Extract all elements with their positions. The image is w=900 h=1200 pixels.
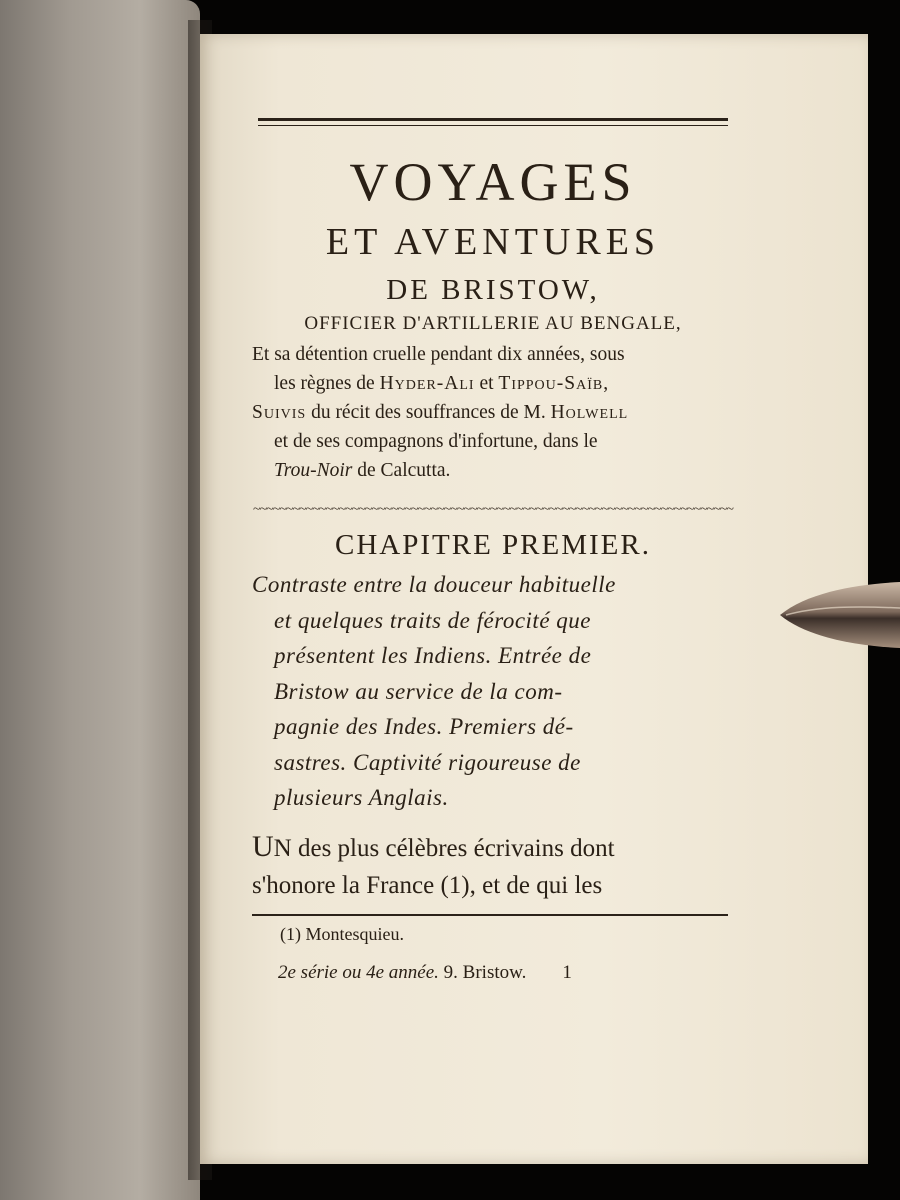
page-content bbox=[252, 118, 734, 986]
place-trou-noir: Trou-Noir bbox=[274, 460, 353, 481]
footnote: (1) Montesquieu. bbox=[280, 923, 404, 944]
book-page bbox=[200, 34, 868, 1164]
name-holwell: Holwell bbox=[550, 402, 629, 423]
subtitle-text: , bbox=[603, 373, 609, 394]
subtitle-text: du récit des souffrances de M. bbox=[306, 402, 551, 423]
body-line-1 bbox=[252, 828, 734, 867]
subtitle-line-4: et de ses compagnons d'infortune, dans le bbox=[274, 431, 598, 452]
top-double-rule bbox=[258, 118, 728, 126]
signature-mark: 9. Bristow. bbox=[438, 961, 527, 983]
page-number: 1 bbox=[562, 961, 572, 983]
subtitle-line-3 bbox=[252, 398, 734, 427]
chapter-heading: CHAPITRE PREMIER. bbox=[335, 529, 651, 561]
subtitle-line-5 bbox=[252, 456, 734, 485]
title-bristow: DE BRISTOW, bbox=[386, 274, 600, 306]
summary-line: sastres. Captivité rigoureuse de bbox=[274, 749, 581, 775]
body-text: N des plus célèbres écrivains dont bbox=[273, 834, 615, 862]
title-subtitle bbox=[252, 340, 734, 485]
drop-cap: U bbox=[252, 829, 274, 863]
summary-line: Bristow au service de la com- bbox=[274, 678, 563, 704]
subtitle-text: et bbox=[474, 373, 499, 394]
summary-line: présentent les Indiens. Entrée de bbox=[274, 643, 592, 668]
subtitle-text: de Calcutta. bbox=[352, 460, 451, 481]
body-line-2: s'honore la France (1), et de qui les bbox=[252, 871, 603, 899]
body-paragraph bbox=[252, 828, 734, 904]
signature-line bbox=[252, 960, 734, 986]
summary-line: pagnie des Indes. Premiers dé- bbox=[274, 714, 574, 739]
series-note: 2e série ou 4e année. bbox=[278, 961, 439, 983]
footnote-rule bbox=[252, 914, 728, 916]
summary-line: et quelques traits de férocité que bbox=[274, 607, 591, 633]
name-hyder-ali: Hyder-Ali bbox=[379, 373, 475, 394]
subtitle-line-2 bbox=[252, 369, 734, 398]
metal-page-holder bbox=[778, 582, 900, 648]
summary-line: Contraste entre la douceur habituelle bbox=[252, 572, 616, 597]
title-aventures: ET AVENTURES bbox=[325, 221, 661, 263]
facing-page-edge bbox=[0, 0, 200, 1200]
subtitle-line-1: Et sa détention cruelle pendant dix années, sous bbox=[252, 344, 625, 365]
word-suivis: Suivis bbox=[252, 402, 307, 423]
chapter-summary bbox=[252, 567, 734, 816]
subtitle-text: les règnes de bbox=[274, 373, 380, 394]
summary-line: plusieurs Anglais. bbox=[274, 785, 449, 810]
title-voyages: VOYAGES bbox=[349, 152, 637, 212]
title-officier: OFFICIER D'ARTILLERIE AU BENGALE, bbox=[304, 313, 682, 334]
name-tippou-saib: Tippou-Saïb bbox=[498, 373, 604, 394]
wavy-ornament-rule: ~~~~~~~~~~~~~~~~~~~~~~~~~~~~~~~~~~~~~~~~~~~~~~~~~~~~~~~~~~~~~~~~~~~~~~~~~ bbox=[253, 505, 733, 515]
